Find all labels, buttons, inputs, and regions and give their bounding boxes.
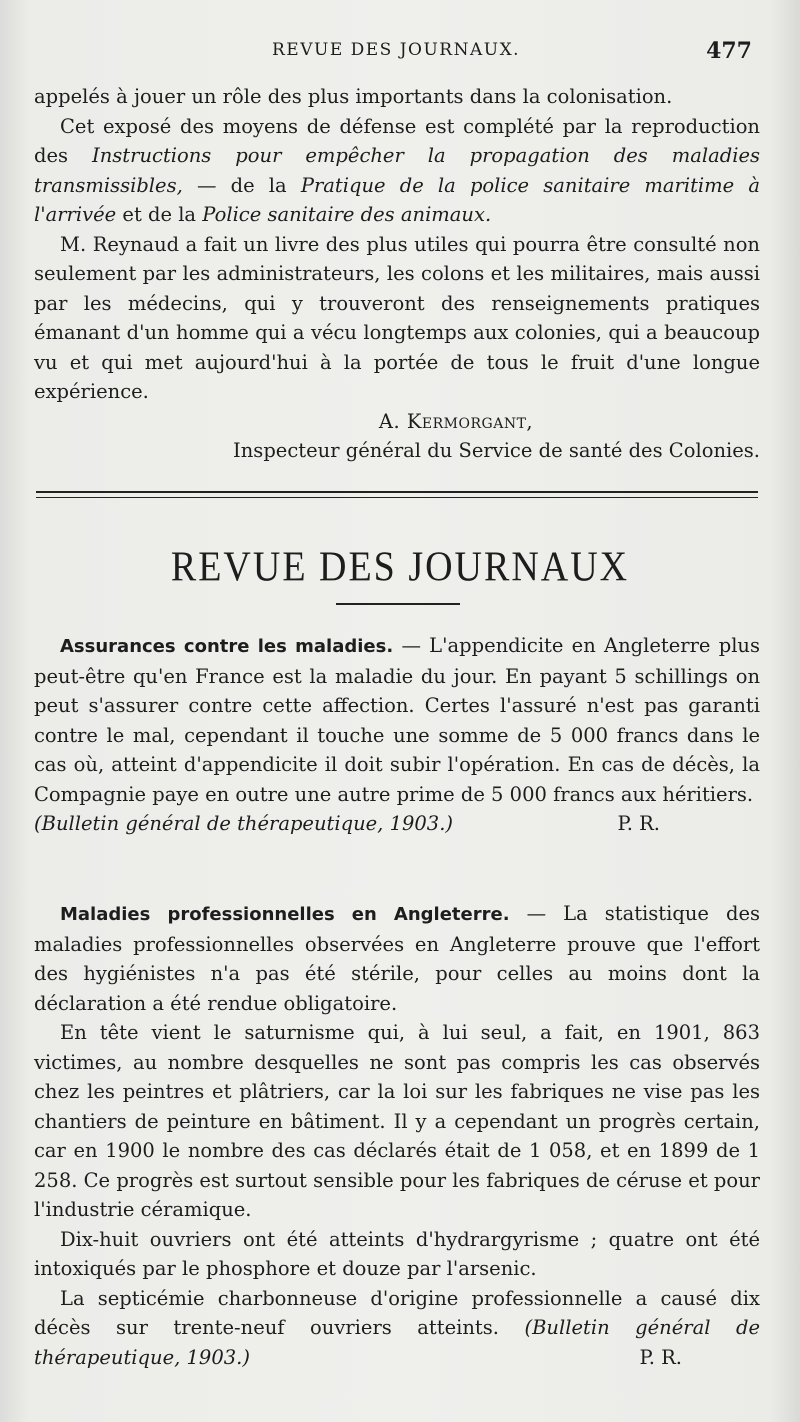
article-2-paragraph-3: Dix-huit ouvriers ont été atteints d'hydrargyrisme ; quatre ont été intoxiqués par le phosphore et douze par l'arsenic. <box>34 1227 760 1280</box>
article-1-body: — L'appendicite en Angleterre plus peut-être qu'en France est la maladie du jour. En payant 5 schillings on peut s'assurer contre cette affection. Certes l'assuré n'est pas garanti contre le mal, cependant il touche une somme de 5 000 francs dans le cas où, atteint d'appendicite il doit subir l'opération. En cas de décès, la Compagnie paye en outre une autre prime de 5 000 francs aux héritiers. <box>34 634 760 806</box>
article-2-source: (Bulletin général de thérapeutique, 1903.) <box>34 1316 760 1369</box>
double-rule <box>36 491 758 498</box>
running-title: REVUE DES JOURNAUX. <box>272 40 521 60</box>
article-2-title: Maladies professionnelles en Angleterre. <box>60 904 510 925</box>
article-2-paragraph-4 <box>34 1284 760 1373</box>
intro-p2-italic-1: Instructions pour empêcher la propagation des maladies transmissibles, <box>34 144 761 197</box>
section-title: REVUE DES JOURNAUX <box>170 543 630 591</box>
title-underline <box>336 603 460 605</box>
article-2-paragraph-1 <box>34 899 760 1018</box>
article-2-body-4: La septicémie charbonneuse d'origine professionnelle a causé dix décès sur trente-neuf ouvriers atteints. <box>34 1286 760 1339</box>
article-1-title: Assurances contre les maladies. <box>60 636 394 657</box>
intro-block <box>34 82 760 466</box>
article-maladies-professionnelles <box>34 899 760 1372</box>
intro-p2-text: Cet exposé des moyens de défense est complété par la reproduction des <box>34 114 760 167</box>
article-2-body-1: — La statistique des maladies professionnelles observées en Angleterre prouve que l'effort des hygiénistes n'a pas été stérile, pour celles au moins dont la déclaration a été rendue obligatoire. <box>34 902 760 1015</box>
article-2-initials: P. R. <box>639 1345 682 1369</box>
signature-name: A. Kermorgant, <box>378 409 534 433</box>
intro-p2-text-3: et de la <box>116 203 203 226</box>
signature-title: Inspecteur général du Service de santé des Colonies. <box>233 439 760 462</box>
page-number: 477 <box>706 38 752 64</box>
intro-p2-text-2: — de la <box>182 173 301 197</box>
intro-p2-italic-3: Police sanitaire des animaux. <box>202 203 492 226</box>
article-1-source-line <box>34 809 760 839</box>
article-1-initials: P. R. <box>617 812 660 835</box>
article-1-paragraph <box>34 631 760 809</box>
rule-thick <box>36 491 758 493</box>
intro-paragraph-3: M. Reynaud a fait un livre des plus utiles qui pourra être consulté non seulement par les administrateurs, les colons et les militaires, mais aussi par les médecins, qui y trouveront des renseignements pratiques émanant d'un homme qui a vécu longtemps aux colonies, qui a beaucoup vu et qui met aujourd'hui à la portée de tous le fruit d'une longue expérience. <box>34 232 760 403</box>
intro-p2-italic-2: Pratique de la police sanitaire maritime à l'arrivée <box>34 173 760 226</box>
article-assurances <box>34 631 760 839</box>
intro-paragraph-1: appelés à jouer un rôle des plus importants dans la colonisation. <box>34 85 673 108</box>
article-2-paragraph-2: En tête vient le saturnisme qui, à lui seul, a fait, en 1901, 863 victimes, au nombre desquelles ne sont pas compris les cas observés chez les peintres et plâtriers, car la loi sur les fabriques ne vise pas les chantiers de peinture en bâtiment. Il y a cependant un progrès certain, car en 1900 le nombre des cas déclarés était de 1 058, et en 1899 de 1 258. Ce progrès est surtout sensible pour les fabriques de céruse et pour l'industrie céramique. <box>34 1021 760 1221</box>
intro-paragraph-2 <box>34 112 760 230</box>
page-header <box>0 40 800 70</box>
article-1-source: (Bulletin général de thérapeutique, 1903.) <box>34 812 454 835</box>
rule-thin <box>36 497 758 498</box>
